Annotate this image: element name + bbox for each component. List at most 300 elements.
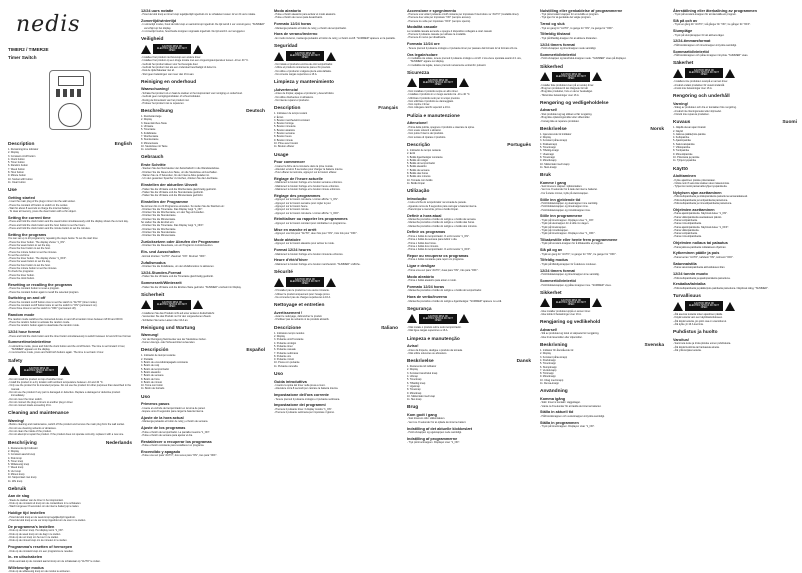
list-item: - Druk op de willekeurig knop om de modus te activeren. — [8, 570, 71, 573]
subsection-heading: Attenzione! — [407, 121, 428, 126]
list-item: - Prima o botão do temporizador. O ecrã mostra "1_ON". — [407, 234, 470, 238]
list-item: - Non collegare carichi superiori a 16 A. — [407, 106, 451, 110]
list-item: 2. Pantalla — [141, 357, 153, 361]
paragraph: You can set up to 20 programs by repeating the steps below. To set the start time: — [8, 237, 99, 241]
section-heading — [540, 127, 664, 132]
subsection-heading: Aan de slag — [8, 494, 30, 499]
list-item: - Håll klockknappen och på/av-knappen intryckta. "SUMMER" visas. — [673, 54, 749, 58]
subsection-heading: ¡Advertencia! — [274, 87, 299, 92]
list-item: - Maintenez le bouton horloge et le bouton heure enfoncés. — [274, 184, 340, 188]
subsection-heading: 12/24 timers format — [540, 42, 575, 47]
language-label: Español — [246, 348, 265, 354]
subsection-heading: Modalità casuale — [407, 25, 438, 30]
list-item: 9. Minutentaste — [141, 141, 159, 145]
subsection-heading: Kom godt i gang — [407, 412, 437, 417]
list-item: - Vent ca. 8 sekunder for at oplade det interne batteri. — [407, 420, 467, 424]
list-item: - Älä käytä liuottimia tai hankaavia aineita. — [673, 345, 720, 349]
list-item: 7. Pulsante settimana — [274, 351, 299, 355]
heading-text: Gebrauch — [141, 155, 164, 161]
list-item: 4. Bouton horloge — [274, 122, 294, 126]
column-1 — [8, 6, 132, 573]
subsection-heading: Sommartid/vintertid — [673, 49, 709, 54]
list-item: - Schließen Sie keine Lasten über 16 A an. — [141, 318, 189, 322]
section-heading — [407, 307, 531, 312]
list-item: 10. Uttag med knapp — [540, 378, 564, 382]
list-item: 9. Minutknap — [407, 391, 422, 395]
column-4 — [407, 6, 531, 445]
list-item: - Håll klockknappen och timerknappen intryckta samtidigt. — [673, 43, 737, 47]
list-item: - Druk op de timer knop. Het display toont "1_ON". — [8, 529, 64, 533]
subsection-heading: Restablecer o recuperar los programas — [141, 439, 212, 444]
subsection-heading: 12/24 hour format — [8, 330, 40, 335]
section-heading — [8, 188, 132, 193]
list-item: - Press the hour button to set the hour. — [8, 263, 51, 267]
list-item: - In zomertijd modus, houd beide knoppen nogmaals ingedrukt. De tijd wordt 1 uur teruggezet. — [141, 29, 246, 33]
list-item: - To clear all memory, press the clear button with a thin object. — [8, 210, 77, 214]
section-heading — [540, 320, 664, 325]
warning-triangle-icon — [407, 314, 417, 323]
list-item: 5. Timerknapp — [540, 362, 556, 366]
caution-label — [540, 72, 664, 82]
warning-triangle-icon — [60, 366, 70, 375]
list-item: - Press the random button to activate the random mode. — [8, 320, 70, 324]
list-item: - Dek de tijdschakelaar niet af. — [141, 69, 175, 73]
model-title: TIMER2 / TIMER2E — [8, 47, 49, 52]
list-item: - Tryk på tilfældig-knappen for at aktivere tilstanden. — [540, 36, 598, 40]
section-heading — [540, 291, 664, 296]
subsection-heading: Ora legale/solare — [407, 52, 438, 57]
subsection-heading: Sommertid/vintertid — [540, 279, 576, 284]
list-item: - Press the constant on/off button once to set the switch to "AUTO" (timer mode). — [8, 300, 98, 304]
list-item: - Försök inte reparera produkten. — [673, 112, 710, 116]
list-item: - Mantenga pulsados el botón de reloj y el botón de temporizador. — [274, 26, 347, 30]
paragraph: La modalità casuale accende e spegne il dispositivo collegato a orari casuali. — [407, 29, 493, 33]
subsection-heading: Ohjelmien asettaminen — [673, 207, 715, 212]
list-item: - Maintenez le bouton horloge et le bouton minute enfoncés. — [274, 188, 341, 192]
list-item: - Appuyez sur le bouton minuterie. L'écran affiche "1_OFF". — [274, 211, 340, 215]
list-item: - Druk op de uur knop om het uur in te stellen. — [8, 535, 59, 539]
list-item: - Brug ikke produktet, hvis en del er beskadiget. — [540, 90, 593, 94]
list-item: - Installeer het product niet bovenop een andere timer. — [141, 56, 202, 60]
subsection-heading: Modo aleatorio — [274, 8, 302, 13]
list-item: - Premere una volta il pulsante on/off costante per impostare l'interruttore su "AUTO" (modalità timer). — [407, 13, 520, 16]
list-item: - Inserte el enchufe del temporizador en la toma de pared. — [141, 406, 206, 410]
list-item: - Não utilize solventes ou abrasivos. — [407, 351, 448, 355]
heading-text: Descrição — [407, 142, 430, 148]
list-item: - Prima o botão aleatório para ativar o modo. — [407, 279, 457, 283]
list-item: - Paina ajastinpainiketta. Näytössä lukee "1_OFF". — [673, 225, 729, 229]
list-item: 10. Stikkontakt med knapp — [540, 162, 570, 166]
list-item: 3. Botón de encendido/apagado constante — [141, 361, 188, 365]
subsection-heading: Indstilling af programmerne — [407, 436, 458, 441]
column-body — [673, 9, 797, 353]
caution-text: CAUTION RISK OF ELECTRIC SHOCK DO NOT OPEN — [286, 51, 324, 61]
heading-text: Sécurité — [274, 270, 293, 276]
subsection-heading: Encendido y apagado — [141, 449, 181, 454]
list-item: 5. Botão do temporizador — [407, 162, 436, 166]
list-item: - Premere il pulsante casuale per attivare la modalità. — [407, 33, 467, 37]
list-item: - Mantenha premidos o botão do relógio e o botão do temporizador. — [407, 289, 482, 293]
section-heading — [274, 270, 398, 275]
heading-text: Sikkerhed — [540, 64, 563, 70]
list-item: - Vent ca. 8 sekunder for å lade det interne batteriet. — [540, 188, 598, 192]
subsection-heading: Definir a hora atual — [407, 213, 442, 218]
list-item: 4. Klokkeknapp — [540, 142, 558, 146]
heading-text: Safety — [8, 358, 23, 364]
list-item: 8. Stundentaste — [141, 138, 159, 142]
list-item: - Only use the product for its intended purpose. Do not use the product for other purposes than described in the manual. — [8, 384, 131, 391]
caution-label — [673, 301, 797, 311]
subsection-heading: Formato 12/24 ore — [407, 42, 440, 47]
list-item: 7. Viikkopainike — [673, 146, 691, 150]
warning-triangle-icon — [193, 300, 203, 309]
list-item: 8. Hour button — [8, 171, 24, 175]
list-item: - Kytke ajastimen pistoke pistorasiaan. — [673, 178, 716, 182]
subsection-heading: Ajuste de los programas — [141, 426, 186, 431]
list-item: 9. Botón de minuto — [141, 380, 162, 384]
list-item: 11. Pulsante cancella — [274, 364, 298, 368]
column-2 — [141, 6, 265, 458]
list-item: - Verwenden Sie das Produkt nur für den vorgesehenen Zweck. — [141, 315, 212, 319]
list-item: - Install the product in a dry location with ambient temperature between -10 and 40 °C. — [8, 381, 104, 385]
list-item: - Prima o botão das horas. — [407, 241, 437, 245]
list-item: - Utilizzare il prodotto solo per lo scopo previsto. — [407, 96, 461, 100]
list-item: - In summertime mode, press and hold both buttons again. The time is set back 1 hour. — [8, 351, 104, 355]
heading-text: Cleaning and maintenance — [8, 411, 69, 417]
list-item: 10. Pistorasia ja painike — [673, 155, 700, 159]
list-item: - Drücken Sie die Wochentaste, um den Tag einzustellen. — [141, 211, 205, 215]
list-item: 1. Jäljellä olevan ajan ilmaisin — [673, 126, 706, 130]
subsection-heading: Pour commencer — [274, 160, 306, 165]
list-item: 8. Botão das horas — [407, 172, 428, 176]
language-label: Norsk — [650, 126, 664, 132]
list-item: 5. Pulsante timer — [274, 344, 293, 348]
list-item: 11. Botón de borrado — [141, 387, 165, 391]
list-item: - Pulse el botón aleatorio para activar el modo aleatorio. — [274, 13, 336, 16]
section-heading — [141, 348, 265, 353]
list-item: - Tryk på konstant knappen for at nulstille et program. — [540, 13, 600, 16]
subsection-heading: Ein- und Ausschalten — [141, 250, 180, 255]
caution-label — [8, 366, 132, 376]
subsection-heading: Programma's resetten of herroepen — [8, 545, 73, 550]
list-item: - Stäng av produkten och dra ur kontakten före rengöring. — [673, 106, 737, 110]
subsection-heading: Ställa in aktuell tid — [540, 410, 574, 415]
list-item: - Tryck på timerknappen. Displayen visar "1_ON". — [540, 425, 595, 429]
list-item: - Press the constant button to reset a program. — [8, 287, 60, 291]
subsection-heading: Stille inn gjeldende tid — [540, 197, 581, 202]
list-item: - Druk op de week knop om de dag in te stellen. — [8, 532, 61, 536]
list-item: - No utilice el producto si alguna pieza está dañada. — [274, 69, 332, 73]
section-heading — [407, 114, 531, 119]
list-item: 2. Display — [8, 449, 19, 453]
subsection-heading: Ajuste de la hora actual — [141, 415, 184, 420]
subsection-heading: Ohjelmien nollaus tai palautus — [673, 241, 728, 246]
list-item: - Do not use the product if any part is damaged or defective. Replace a damaged or defective product immediately. — [8, 390, 121, 398]
list-item: - Mantenha premidos o botão do relógio e o botão dos minutos. — [407, 224, 478, 228]
list-item: - Tryk på timerknappen. Displayet viser "1_ON". — [407, 441, 460, 445]
list-item: 2. Display — [540, 136, 551, 140]
list-item: - Insérez la fiche de la minuterie dans la prise murale. — [274, 164, 334, 168]
list-item: - Non tentare di riparare il prodotto. — [407, 135, 446, 139]
list-item: - Non usare solventi o abrasivi. — [407, 129, 442, 133]
list-item: 9. Minuuttipainike — [673, 152, 693, 156]
warning-triangle-icon — [8, 366, 18, 375]
heading-text: Nettoyage et entretien — [274, 303, 325, 309]
list-item: - Pidä kellopainiketta ja minuuttipainiketta painettuna. — [673, 202, 732, 206]
heading-text: Bruk — [540, 173, 551, 179]
subsection-heading: Waarschuwing! — [141, 87, 169, 92]
list-item: - For å slette minnet, trykk på slett-knappen. — [540, 191, 589, 195]
list-item: - Drücken Sie die Zufallstaste, um den Zufallsmodus zu aktivieren. — [141, 265, 215, 269]
list-item: - Stecken Sie den Netzstecker der Zeitschaltuhr in die Wandsteckdose. — [141, 167, 220, 171]
list-item: - Trykk på timerknappen. Displayet viser "1_OFF". — [540, 232, 596, 236]
list-item: - Aguarde cerca de 8 segundos para carregar a bateria interna. — [407, 204, 477, 208]
warning-triangle-icon — [540, 298, 550, 307]
list-item: 11. Slett-knapp — [540, 165, 557, 169]
subsection-heading: Heure d'été/d'hiver — [274, 258, 308, 263]
list-item: 3. Konstant tænd/sluk knap — [407, 371, 438, 375]
list-item: 10. Stopcontact met knop — [8, 476, 37, 480]
subsection-heading: Indstilling af det aktuelle klokkeslæt — [407, 426, 472, 431]
subsection-heading: Impostazione dei programmi — [274, 403, 326, 408]
list-item: - Prima della pulizia, spegnere il prodotto e staccare la spina. — [407, 125, 475, 129]
heading-text: Veiligheid — [141, 37, 164, 43]
list-item: 7. Wochentaste — [141, 134, 159, 138]
language-label: Italiano — [381, 325, 398, 331]
subsection-heading: Zufallsmodus — [141, 260, 166, 265]
list-item: - Do not connect loads exceeding 16 A. — [8, 404, 52, 408]
heading-text: Uso — [274, 372, 284, 378]
heading-text: Användning — [540, 389, 568, 395]
list-item: - Press and hold the clock button and the timer button simultaneously to switch between 12 and 24 hour format. — [8, 334, 132, 338]
subsection-heading: Sommerzeit/Winterzeit — [141, 281, 182, 286]
list-item: - Utilisez le produit uniquement pour l'usage prévu. — [274, 292, 331, 296]
list-item: - Premere tre volte per impostare "OFF" (sempre spento). — [407, 19, 471, 23]
subsection-heading: Einstellen der aktuellen Uhrzeit — [141, 183, 198, 188]
list-item: - Maintenez le bouton horloge et le bouton marche/arrêt. "SUMMER" s'affiche. — [274, 262, 361, 266]
language-label: Nederlands — [105, 440, 132, 446]
list-item: - Hold klokkeknappen og minuttknappen inne. — [540, 208, 591, 212]
list-item: - Trykk på ukeknappen for å stille inn dagen. — [540, 222, 590, 226]
list-item: - Before cleaning and maintenance, switch off the product and remove the main plug from the wall socket. — [8, 423, 125, 427]
list-item: 5. Ajastinpainike — [673, 139, 692, 143]
list-item: 7. Ukeknapp — [540, 152, 555, 156]
list-item: - Press the random button again to deactivate the random mode. — [8, 324, 80, 328]
list-item: 8. Tuntipainike — [673, 149, 690, 153]
list-item: - Antes da limpeza, desligue o produto da tomada. — [407, 348, 463, 352]
list-item: - Hold klokkeknappen og timerknappen inne samtidig. — [540, 273, 600, 277]
heading-text: Gebruik — [8, 486, 27, 492]
section-heading — [8, 411, 132, 416]
list-item: 9. Pulsante minuti — [274, 358, 294, 362]
heading-text: Limpieza y mantenimiento — [274, 80, 334, 86]
list-item: - No intente reparar el producto. — [274, 98, 310, 102]
list-item: 4. Klockknapp — [540, 358, 556, 362]
list-item: - Paina minuuttipainiketta. — [673, 222, 702, 226]
list-item: 10. Socket with button — [8, 177, 33, 181]
language-label: English — [114, 142, 132, 147]
list-item: 1. Gjenværende tid indikator — [540, 132, 572, 136]
subsection-heading: Willekeurige modus — [8, 565, 44, 570]
list-item: - Installieren Sie das Produkt nicht auf einer anderen Zeitschaltuhr. — [141, 311, 215, 315]
caution-label — [274, 51, 398, 61]
subsection-heading: Setting the programs — [8, 232, 47, 237]
section-heading — [407, 337, 531, 342]
list-item: - Press the constant on/off button twice to set the switch to "ON" (permanent on). — [8, 304, 98, 308]
section-heading — [407, 189, 531, 194]
subsection-heading: Mise en marche et arrêt — [274, 227, 317, 232]
list-item: 8. Botón de hora — [141, 377, 160, 381]
subsection-heading: Format 12/24 heures — [274, 248, 311, 253]
list-item: - Trykk på timeknappen. — [540, 225, 567, 229]
warning-triangle-icon — [673, 302, 683, 311]
list-item: 10. Toma con botón — [141, 384, 163, 388]
warning-triangle-icon — [274, 52, 284, 61]
list-item: 9. Botão dos minutos — [407, 175, 431, 179]
subsection-heading: Tilfeldig modus — [540, 258, 568, 263]
list-item: 8. Pulsante ora — [274, 354, 291, 358]
list-item: - Älä asenna tuotetta toisen ajastimen päälle. — [673, 313, 723, 317]
list-item: - Attendere circa 8 secondi per caricare la batteria interna. — [274, 387, 339, 391]
warning-triangle-icon — [459, 78, 469, 87]
list-item: - Trykk på minuttknappen. — [540, 228, 569, 232]
heading-text: Limpeza e manutenção — [407, 336, 460, 342]
list-item: 3. Constant aan/uit knop — [8, 453, 36, 457]
list-item: - Insert the main plug of the plug-in timer into the wall socket. — [8, 200, 76, 204]
heading-text: Kuvaus — [673, 120, 691, 126]
caution-label — [407, 314, 531, 324]
list-item: - Installeer het product op een droge locatie met een omgevingstemperatuur tussen -10 en 40 °C. — [141, 59, 249, 63]
caution-text: CAUTION RISK OF ELECTRIC SHOCK DO NOT OPEN — [685, 301, 723, 311]
section-heading — [274, 44, 398, 49]
heading-text: Beskrivelse — [540, 126, 567, 132]
subsection-heading: Réglage des programmes — [274, 193, 321, 198]
list-item: 5. Timer button — [8, 161, 25, 165]
heading-text: Pulizia e manutenzione — [407, 113, 460, 119]
list-item: - Drücken Sie die Wochentaste. — [141, 227, 177, 231]
list-item: - Sluit geen belastingen van meer dan 16 A aan. — [141, 72, 195, 76]
section-heading — [274, 80, 398, 85]
subsection-heading: Einstellen der Programme — [141, 200, 189, 204]
list-item: 9. Minutknapp — [540, 375, 556, 379]
list-item: - Non pulire l'interno del prodotto. — [407, 132, 444, 136]
list-item: 7. Botão da semana — [407, 168, 430, 172]
list-item: - Press the minute button to set the minutes. — [8, 267, 58, 271]
list-item: - Drücken Sie die Timertaste. Das Display zeigt "1_ON". — [141, 207, 203, 211]
list-item: - Slå av produktet og trekk ut støpselet før rengjøring. — [540, 332, 600, 336]
list-item: - Tryck på slumpknappen för att aktivera läget. — [673, 33, 725, 37]
section-heading — [540, 343, 664, 348]
list-item: - Älä käytä tuotetta, jos jokin osa on vaurioitunut. — [673, 319, 727, 323]
list-item: - Paina kerran "AUTO", kahdesti "ON", kolmesti "OFF". — [673, 255, 734, 259]
list-item: 9. Bouton minute — [274, 138, 293, 142]
heading-text: Descrizione — [274, 325, 301, 331]
list-item: - No conecte cargas superiores a 16 A. — [274, 73, 318, 77]
warning-triangle-icon — [326, 52, 336, 61]
subsection-heading: Repor ou recuperar os programas — [407, 253, 469, 258]
caution-text: CAUTION RISK OF ELECTRIC SHOCK DO NOT OPEN — [20, 366, 58, 376]
heading-text: Use — [8, 188, 17, 194]
caution-label — [407, 78, 531, 88]
list-item: - Maintenez le bouton horloge et le bouton semaine enfoncés. — [274, 181, 343, 185]
list-item: 7. Veckoknapp — [540, 368, 557, 372]
list-item: - Trykk på timerknappen. Displayet viser "1_ON". — [540, 218, 595, 222]
list-item: - In wintertime mode, press and hold the clock button and the on/off button. The time is set forward 1 hour, "SUMMER" appears on the display. — [8, 344, 126, 352]
list-item: - Paina tuntipainiketta. — [673, 218, 698, 222]
list-item: 2. Ecrã — [407, 152, 415, 156]
nedis-logo: nedis — [16, 12, 81, 37]
list-item: - Druk op de constant uit knop om de contactdoos in te schakelen. — [8, 502, 82, 506]
list-item: - Utilice el producto únicamente para el fin previsto. — [274, 66, 331, 70]
subsection-heading: Nykyisen ajan asettaminen — [673, 190, 722, 195]
list-item: - Appuyez sur le bouton minuterie. L'écran affiche "1_ON". — [274, 198, 339, 202]
list-item: - Vänta ca 8 sekunder för att ladda det interna batteriet. — [540, 404, 602, 408]
caution-text: CAUTION RISK OF ELECTRIC SHOCK DO NOT OPEN — [552, 298, 590, 308]
column-body — [407, 9, 531, 445]
caution-text: CAUTION RISK OF ELECTRIC SHOCK DO NOT OPEN — [153, 300, 191, 310]
list-item: 8. Timeknapp — [540, 155, 556, 159]
subsection-heading: Zomertijd/wintertijd — [141, 18, 177, 23]
list-item: - Pidä kellopainiketta ja ajastinpainiketta painettuna. — [673, 276, 731, 280]
list-item: 7. Ugeknap — [407, 384, 420, 388]
subsection-heading: Komme i gang — [540, 180, 567, 185]
heading-text: Description — [8, 142, 35, 147]
list-item: 3. Pulsante on/off costante — [274, 338, 304, 342]
section-heading — [8, 142, 132, 147]
list-item: 2. Display — [540, 352, 551, 356]
list-item: - Press the clock button. — [8, 276, 35, 280]
list-item: - Halten Sie die Uhrtaste und die Minutentaste gedrückt. — [141, 194, 204, 198]
subsection-heading: Avertissement ! — [274, 310, 303, 315]
warning-triangle-icon — [141, 300, 151, 309]
list-item: - Attendez environ 8 secondes pour charger la batterie interne. — [274, 167, 344, 171]
subsection-heading: Switching on and off — [8, 296, 46, 301]
section-heading — [673, 61, 797, 66]
list-item: - Halten Sie die Uhrtaste und die Timertaste gleichzeitig gedrückt. — [141, 275, 214, 279]
list-item: 2. Display — [274, 335, 285, 339]
list-item: 5. Botón de temporizador — [141, 367, 170, 371]
list-item: 5. Timerknap — [407, 378, 422, 382]
list-item: - Press the week button to set the day. — [8, 243, 51, 247]
list-item: 3. Jatkuva päälle/pois-painike — [673, 132, 706, 136]
heading-text: Descripción — [141, 348, 169, 354]
warning-triangle-icon — [725, 69, 735, 78]
list-item: 6. Random button — [8, 164, 28, 168]
list-item: - Gebruik het product alleen voor het beoogde doel. — [141, 62, 199, 66]
section-heading — [673, 330, 797, 335]
subsection-heading: Modo aleatório — [407, 274, 435, 279]
list-item: - Premere il pulsante settimana per impostare il giorno. — [274, 411, 335, 415]
heading-text: Segurança — [407, 306, 432, 312]
subsection-heading: Varning! — [673, 101, 689, 106]
paragraph: Sie können bis zu 20 Programme einstellen. So stellen Sie die Startzeit ein: — [141, 204, 225, 208]
list-item: - Brug kun produktet til det tilsigtede formål. — [540, 87, 589, 91]
subsection-heading: Ställa in programmen — [540, 420, 579, 425]
list-item: - Steek de stekker van de timer in het stopcontact. — [8, 498, 64, 502]
list-item: 1. Indicador de tiempo restante — [141, 354, 176, 358]
subsection-heading: Stille inn programmene — [540, 214, 583, 219]
heading-text: Beskrivning — [540, 343, 568, 349]
language-label: Français — [378, 106, 398, 112]
list-item: - Odota noin 8 sekuntia sisäisen akun latautumista. — [673, 181, 730, 185]
list-item: 11. Rensa-knapp — [540, 382, 559, 386]
list-item: - Paina viikkopainiketta asettaaksesi päivän. — [673, 215, 722, 219]
list-item: - Mantenha premidos o botão do relógio e ligar/desligar. "SUMMER" aparece no ecrã. — [407, 299, 502, 303]
subsection-heading: Huidige tijd instellen — [8, 511, 46, 516]
list-item: - Prima o botão constante para repor um programa. — [407, 258, 465, 262]
list-item: 7. Bouton semaine — [274, 132, 295, 136]
subsection-heading: Sommertid/vintertid — [540, 52, 576, 57]
